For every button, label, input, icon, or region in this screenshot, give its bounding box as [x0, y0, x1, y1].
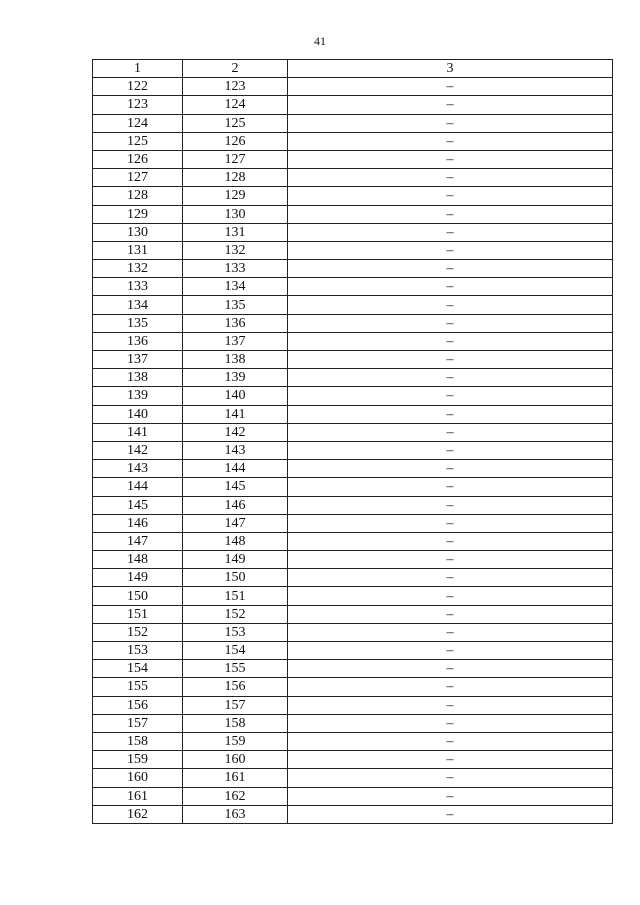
table-cell-col-3: – [288, 678, 613, 696]
table-cell-col-3: – [288, 96, 613, 114]
table-row [93, 296, 613, 314]
table-row [93, 405, 613, 423]
table-cell-col-3: – [288, 187, 613, 205]
table-cell-col-2: 136 [183, 314, 288, 332]
table-cell-col-3: – [288, 114, 613, 132]
table-cell-col-2: 150 [183, 569, 288, 587]
table-row [93, 260, 613, 278]
table-cell-col-1: 136 [93, 332, 183, 350]
table-row [93, 78, 613, 96]
table-row [93, 314, 613, 332]
table-row [93, 241, 613, 259]
table-cell-col-2: 146 [183, 496, 288, 514]
column-header-3: 3 [288, 60, 613, 78]
table-row [93, 642, 613, 660]
table-cell-col-2: 137 [183, 332, 288, 350]
table-cell-col-3: – [288, 460, 613, 478]
table-cell-col-1: 158 [93, 732, 183, 750]
table-cell-col-1: 126 [93, 150, 183, 168]
table-cell-col-2: 138 [183, 351, 288, 369]
table-row [93, 278, 613, 296]
table-cell-col-1: 134 [93, 296, 183, 314]
table-cell-col-2: 123 [183, 78, 288, 96]
table-cell-col-2: 134 [183, 278, 288, 296]
table-cell-col-2: 158 [183, 714, 288, 732]
table-cell-col-2: 153 [183, 623, 288, 641]
table-cell-col-1: 124 [93, 114, 183, 132]
table-cell-col-1: 147 [93, 532, 183, 550]
table-row [93, 423, 613, 441]
table-row [93, 787, 613, 805]
table-row [93, 351, 613, 369]
table-cell-col-3: – [288, 642, 613, 660]
table-cell-col-2: 163 [183, 805, 288, 823]
table-cell-col-3: – [288, 296, 613, 314]
table-cell-col-2: 129 [183, 187, 288, 205]
table-cell-col-2: 154 [183, 642, 288, 660]
table-cell-col-2: 133 [183, 260, 288, 278]
table-row [93, 623, 613, 641]
table-cell-col-1: 151 [93, 605, 183, 623]
table-row [93, 678, 613, 696]
table-cell-col-1: 149 [93, 569, 183, 587]
table-cell-col-2: 145 [183, 478, 288, 496]
table-row [93, 660, 613, 678]
table-row [93, 460, 613, 478]
table-row [93, 532, 613, 550]
table-cell-col-1: 155 [93, 678, 183, 696]
table-cell-col-3: – [288, 169, 613, 187]
table-cell-col-2: 147 [183, 514, 288, 532]
table-row [93, 150, 613, 168]
table-cell-col-1: 152 [93, 623, 183, 641]
table-cell-col-1: 138 [93, 369, 183, 387]
table-row [93, 132, 613, 150]
table-cell-col-1: 122 [93, 78, 183, 96]
table-cell-col-3: – [288, 78, 613, 96]
table-cell-col-2: 159 [183, 732, 288, 750]
table-row [93, 551, 613, 569]
table-cell-col-1: 153 [93, 642, 183, 660]
table-cell-col-2: 149 [183, 551, 288, 569]
table-cell-col-1: 139 [93, 387, 183, 405]
table-cell-col-3: – [288, 369, 613, 387]
table-row [93, 187, 613, 205]
table-cell-col-3: – [288, 314, 613, 332]
table-cell-col-2: 155 [183, 660, 288, 678]
table-cell-col-2: 161 [183, 769, 288, 787]
table-cell-col-1: 133 [93, 278, 183, 296]
table-cell-col-1: 129 [93, 205, 183, 223]
table-row [93, 369, 613, 387]
table-cell-col-2: 139 [183, 369, 288, 387]
column-header-1: 1 [93, 60, 183, 78]
table-cell-col-1: 160 [93, 769, 183, 787]
table-cell-col-2: 130 [183, 205, 288, 223]
table-cell-col-1: 157 [93, 714, 183, 732]
table-row [93, 714, 613, 732]
table-cell-col-1: 161 [93, 787, 183, 805]
table-cell-col-1: 148 [93, 551, 183, 569]
table-cell-col-3: – [288, 132, 613, 150]
table-cell-col-1: 128 [93, 187, 183, 205]
table-cell-col-1: 140 [93, 405, 183, 423]
table-cell-col-3: – [288, 732, 613, 750]
table-row [93, 514, 613, 532]
table-cell-col-1: 154 [93, 660, 183, 678]
table-cell-col-1: 144 [93, 478, 183, 496]
table-cell-col-3: – [288, 332, 613, 350]
table-row [93, 205, 613, 223]
table-cell-col-1: 123 [93, 96, 183, 114]
data-table [92, 59, 613, 824]
table-row [93, 169, 613, 187]
table-cell-col-3: – [288, 205, 613, 223]
table-row [93, 496, 613, 514]
table-cell-col-2: 144 [183, 460, 288, 478]
table-cell-col-2: 142 [183, 423, 288, 441]
table-cell-col-3: – [288, 660, 613, 678]
table-cell-col-3: – [288, 387, 613, 405]
table-cell-col-3: – [288, 260, 613, 278]
table-cell-col-1: 143 [93, 460, 183, 478]
table-cell-col-2: 135 [183, 296, 288, 314]
table-cell-col-1: 159 [93, 751, 183, 769]
table-cell-col-3: – [288, 241, 613, 259]
table-cell-col-1: 135 [93, 314, 183, 332]
table-row [93, 223, 613, 241]
table-cell-col-3: – [288, 805, 613, 823]
table-cell-col-2: 141 [183, 405, 288, 423]
table-cell-col-2: 162 [183, 787, 288, 805]
table-cell-col-3: – [288, 605, 613, 623]
table-cell-col-3: – [288, 787, 613, 805]
table-header-row [93, 60, 613, 78]
table-cell-col-1: 142 [93, 441, 183, 459]
table-cell-col-3: – [288, 223, 613, 241]
table-cell-col-2: 160 [183, 751, 288, 769]
table-row [93, 751, 613, 769]
table-cell-col-2: 143 [183, 441, 288, 459]
table-cell-col-2: 157 [183, 696, 288, 714]
table-cell-col-2: 128 [183, 169, 288, 187]
table-row [93, 96, 613, 114]
table-cell-col-3: – [288, 714, 613, 732]
table-row [93, 696, 613, 714]
table-row [93, 605, 613, 623]
table-cell-col-2: 127 [183, 150, 288, 168]
table-cell-col-2: 125 [183, 114, 288, 132]
table-cell-col-2: 124 [183, 96, 288, 114]
table-row [93, 114, 613, 132]
table-cell-col-2: 140 [183, 387, 288, 405]
table-cell-col-3: – [288, 478, 613, 496]
table-cell-col-3: – [288, 351, 613, 369]
table-row [93, 569, 613, 587]
page-number: 41 [314, 34, 326, 48]
table-cell-col-3: – [288, 405, 613, 423]
table-cell-col-3: – [288, 696, 613, 714]
table-cell-col-1: 137 [93, 351, 183, 369]
table-cell-col-2: 156 [183, 678, 288, 696]
table-row [93, 441, 613, 459]
table-cell-col-1: 150 [93, 587, 183, 605]
table-cell-col-3: – [288, 623, 613, 641]
table-cell-col-1: 141 [93, 423, 183, 441]
table-row [93, 732, 613, 750]
table-cell-col-3: – [288, 441, 613, 459]
table-cell-col-1: 131 [93, 241, 183, 259]
table-cell-col-1: 132 [93, 260, 183, 278]
table-row [93, 769, 613, 787]
table-row [93, 387, 613, 405]
table-cell-col-2: 126 [183, 132, 288, 150]
table-cell-col-3: – [288, 751, 613, 769]
table-cell-col-3: – [288, 569, 613, 587]
table-cell-col-2: 152 [183, 605, 288, 623]
table-cell-col-3: – [288, 551, 613, 569]
table-cell-col-2: 132 [183, 241, 288, 259]
table-row [93, 587, 613, 605]
table-row [93, 478, 613, 496]
table-cell-col-3: – [288, 278, 613, 296]
table-cell-col-3: – [288, 587, 613, 605]
table-cell-col-3: – [288, 532, 613, 550]
table-cell-col-1: 146 [93, 514, 183, 532]
table-cell-col-3: – [288, 150, 613, 168]
table-cell-col-3: – [288, 769, 613, 787]
table-cell-col-1: 162 [93, 805, 183, 823]
table-cell-col-1: 130 [93, 223, 183, 241]
table-cell-col-3: – [288, 496, 613, 514]
table-cell-col-1: 145 [93, 496, 183, 514]
table-cell-col-3: – [288, 423, 613, 441]
table-cell-col-2: 148 [183, 532, 288, 550]
table-cell-col-1: 156 [93, 696, 183, 714]
table-cell-col-3: – [288, 514, 613, 532]
table-body [93, 78, 613, 824]
table-row [93, 332, 613, 350]
table-cell-col-2: 131 [183, 223, 288, 241]
table-row [93, 805, 613, 823]
table-cell-col-1: 127 [93, 169, 183, 187]
table-cell-col-1: 125 [93, 132, 183, 150]
table-cell-col-2: 151 [183, 587, 288, 605]
column-header-2: 2 [183, 60, 288, 78]
